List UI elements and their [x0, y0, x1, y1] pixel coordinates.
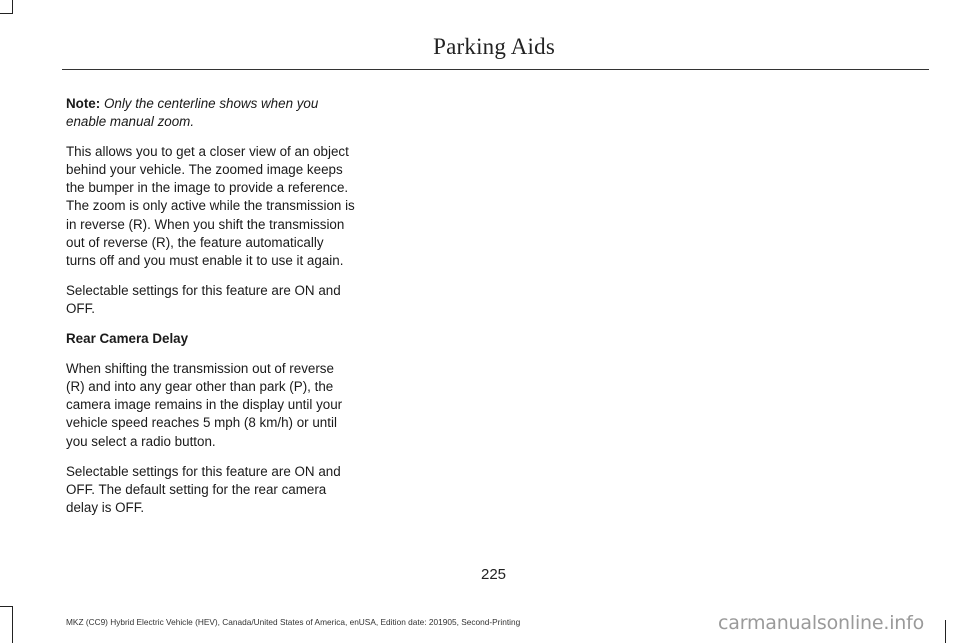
- page-header-title: Parking Aids: [433, 34, 555, 59]
- crop-mark: [12, 0, 13, 14]
- body-paragraph: Selectable settings for this feature are ON and OFF.: [66, 282, 341, 316]
- header-divider: [62, 69, 929, 70]
- body-paragraph: When shifting the transmission out of reverse (R) and into any gear other than park (P), the camera image remains in the display until your vehicle speed reaches 5 mph (8 km/h) or until you select a radio button.: [66, 361, 343, 449]
- watermark: carmanualsonline.info: [718, 612, 925, 634]
- page-number: 225: [481, 566, 507, 583]
- crop-mark: [0, 606, 13, 607]
- crop-mark: [12, 606, 13, 643]
- body-paragraph: This allows you to get a closer view of an object behind your vehicle. The zoomed image keeps the bumper in the image to provide a reference. The zoom is only active while the transmission is in reverse (R). When you shift the transmission out of reverse (R), the feature automatically turns off and you must enable it to use it again.: [66, 144, 355, 268]
- note-text: Only the centerline shows when you enable manual zoom.: [66, 96, 319, 130]
- footer-edition-info: MKZ (CC9) Hybrid Electric Vehicle (HEV), Canada/United States of America, enUSA, Edition date: 201905, Second-Printing: [66, 617, 521, 627]
- text-column: [66, 95, 356, 529]
- crop-mark: [945, 620, 946, 643]
- section-heading: Rear Camera Delay: [66, 331, 189, 347]
- crop-mark: [0, 13, 13, 14]
- note-label: Note:: [66, 96, 101, 111]
- body-paragraph: Selectable settings for this feature are ON and OFF. The default setting for the rear camera delay is OFF.: [66, 463, 341, 515]
- note-paragraph: [66, 95, 356, 131]
